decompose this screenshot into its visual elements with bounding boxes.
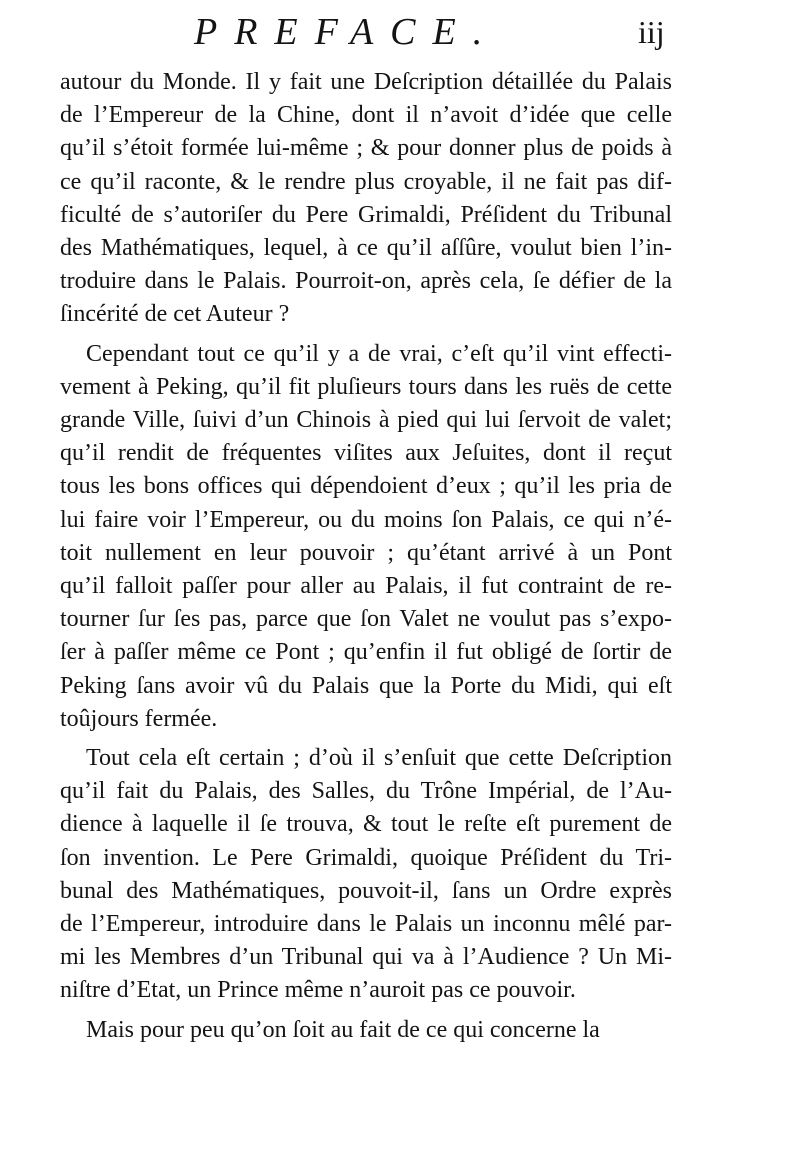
text-line: dience à laquelle il ſe trouva, & tout le reſte eſt purement de: [60, 811, 672, 837]
text-line: ce qu’il raconte, & le rendre plus croyable, il ne fait pas dif-: [60, 169, 672, 195]
text-line: ficulté de s’autoriſer du Pere Grimaldi, Préſident du Tribunal: [60, 202, 672, 228]
text-line: tous les bons offices qui dépendoient d’eux ; qu’il les pria de: [60, 473, 672, 499]
text-line: toûjours fermée.: [60, 706, 218, 732]
text-line: autour du Monde. Il y fait une Deſcription détaillée du Palais: [60, 69, 672, 95]
text-line: ſon invention. Le Pere Grimaldi, quoique Préſident du Tri-: [60, 845, 672, 871]
text-line: mi les Membres d’un Tribunal qui va à l’Audience ? Un Mi-: [60, 944, 672, 970]
text-line: des Mathématiques, lequel, à ce qu’il aſſûre, voulut bien l’in-: [60, 235, 672, 261]
text-line: vement à Peking, qu’il fit pluſieurs tours dans les ruës de cette: [60, 374, 672, 400]
text-line: niſtre d’Etat, un Prince même n’auroit pas ce pouvoir.: [60, 977, 576, 1003]
page-title: PREFACE.: [194, 11, 500, 53]
text-line: qu’il s’étoit formée lui-même ; & pour donner plus de poids à: [60, 135, 672, 161]
text-line: troduire dans le Palais. Pourroit-on, après cela, ſe défier de la: [60, 268, 672, 294]
text-line: ſincérité de cet Auteur ?: [60, 301, 290, 327]
text-line: grande Ville, ſuivi d’un Chinois à pied qui lui ſervoit de valet;: [60, 407, 672, 433]
text-line: tourner ſur ſes pas, parce que ſon Valet ne voulut pas s’expo-: [60, 606, 672, 632]
text-line: de l’Empereur, introduire dans le Palais un inconnu mêlé par-: [60, 911, 672, 937]
text-line: ſer à paſſer même ce Pont ; qu’enfin il fut obligé de ſortir de: [60, 639, 672, 665]
text-line: toit nullement en leur pouvoir ; qu’étant arrivé à un Pont: [60, 540, 672, 566]
text-line: Peking ſans avoir vû du Palais que la Porte du Midi, qui eſt: [60, 673, 672, 699]
text-line: lui faire voir l’Empereur, ou du moins ſon Palais, ce qui n’é-: [60, 507, 672, 533]
text-line: de l’Empereur de la Chine, dont il n’avoit d’idée que celle: [60, 102, 672, 128]
text-line: bunal des Mathématiques, pouvoit-il, ſans un Ordre exprès: [60, 878, 672, 904]
text-line: qu’il fait du Palais, des Salles, du Trône Impérial, de l’Au-: [60, 778, 672, 804]
page-number: iij: [638, 14, 665, 50]
text-line: qu’il falloit paſſer pour aller au Palais, il fut contraint de re-: [60, 573, 672, 599]
text-line: Tout cela eſt certain ; d’où il s’enſuit que cette Deſcription: [86, 745, 672, 771]
text-line: Mais pour peu qu’on ſoit au fait de ce qui concerne la: [86, 1017, 600, 1043]
text-line: Cependant tout ce qu’il y a de vrai, c’eſt qu’il vint effecti-: [86, 341, 672, 367]
text-line: qu’il rendit de fréquentes viſites aux Jeſuites, dont il reçut: [60, 440, 672, 466]
running-head: [0, 8, 800, 56]
